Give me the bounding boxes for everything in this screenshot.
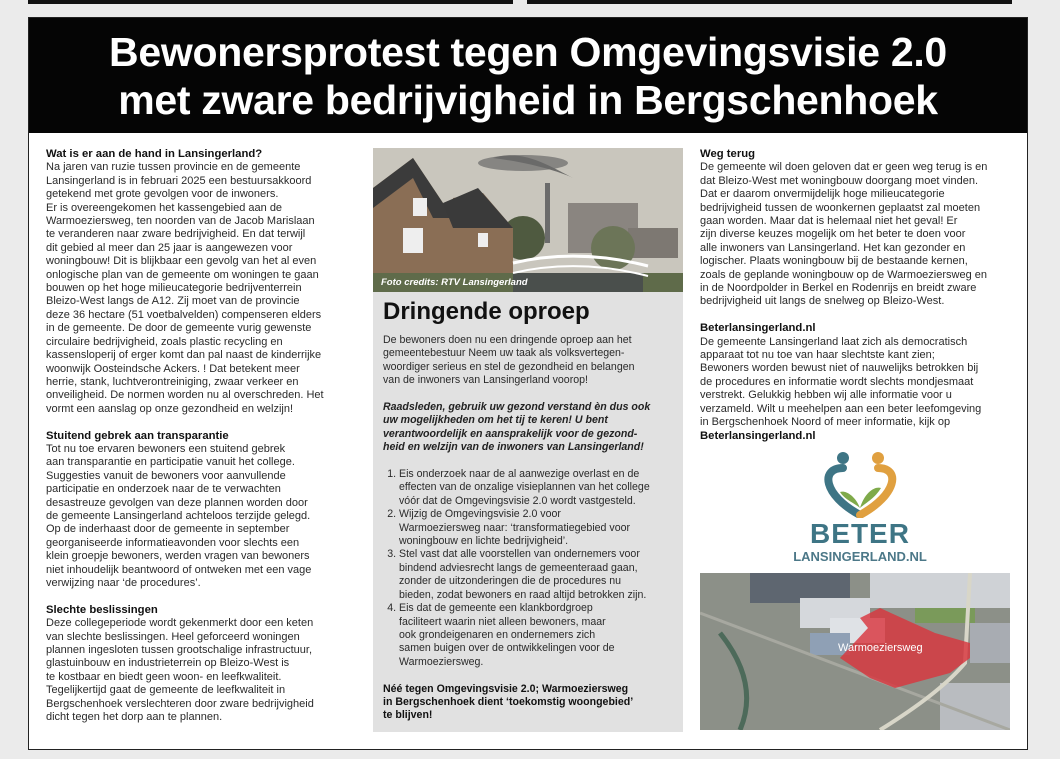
section-body: De gemeente wil doen geloven dat er geen weg terug is en dat Bleizo-West met woningbouw doorgang moet vinden. Dat er daarom onvermijdelijk hoge milieucategorie bedrijvigheid tussen de woonkernen geplaatst zal moeten gaan worden. Maar dat is helemaal niet het geval! Er zijn diverse keuzes mogelijk om het beter te doen voor alle inwoners van Lansingerland. Het kan gezonder en logischer. Plaats woningbouw bij de bestaande kernen, zoals de geplande woningbouw op de Warmoeziersweg en in de Noordpolder in Berkel en Rodenrijs en breidt zware bedrijvigheid uit langs de snelweg op Bleizo-West.: [700, 161, 988, 308]
urgent-appeal-box: [373, 148, 683, 732]
section-body: De gemeente Lansingerland laat zich als democratisch apparaat tot nu toe van haar slechtste kant zien; Bewoners worden bewust niet of nauwelijks betrokken bij de procedures en informatie wordt slechts mondjesmaat verstrekt. Gelukkig hebben wij alle informatie voor u verzameld. Wilt u meehelpen aan een beter leefomgeving in Bergschenhoek Noord of meer informatie, kijk op: [700, 335, 982, 429]
headline: [29, 18, 1027, 133]
logo-word-lansingerland: LANSINGERLAND.NL: [793, 549, 927, 564]
beter-lansingerland-logo: [785, 450, 935, 565]
section-title: Wat is er aan de hand in Lansingerland?: [46, 148, 263, 160]
headline-line-2: met zware bedrijvigheid in Bergschenhoek: [118, 77, 938, 123]
demand-item: 2. Wijzig de Omgevingsvisie 2.0 voor Warmoeziersweg naar: ‘transformatiegebied voor woningbouw en lichte bedrijvigheid’.: [399, 508, 678, 548]
photo-credit: Foto credits: RTV Lansingerland: [381, 277, 528, 288]
appeal-title: Dringende oproep: [383, 298, 590, 325]
section-body: Na jaren van ruzie tussen provincie en de gemeente Lansingerland is in februari 2025 een bestuursakkoord getekend met grote gevolgen voor de inwoners. Er is overeengekomen het kassengebied aan de Warmoeziersweg, ten noorden van de Jacob Marislaan te veranderen naar zware bedrijvigheid. En dat terwijl dit gebied al meer dan 25 jaar is aangewezen voor woningbouw! Dit is blijkbaar een gevolg van het al even onlogische plan van de gemeente om woningen te gaan bouwen op het hoge milieucategorie bedrijventerrein Bleizo-West langs de A12. Zij moet van de provincie deze 36 hectare (51 voetbalvelden) compenseren elders in de gemeente. De door de gemeente vurig gewenste circulaire bedrijvigheid, zoals plastic recycling en kassensloperij of erger komt dan pal naast de kinderrijke woonwijk Oosteindsche Ackers. ! Dat betekent meer herrie, stank, luchtverontreiniging, zwaar verkeer en onveiligheid. De normen worden nu al overschreden. Het vormt een aanslag op onze gezondheid en welzijn!: [46, 161, 324, 415]
left-column: [46, 148, 361, 738]
section-title: Beterlansingerland.nl: [700, 322, 816, 335]
demands-list: [383, 468, 678, 669]
demand-item: 4. Eis dat de gemeente een klankbordgroep faciliteert waarin niet alleen bewoners, maar ook grondeigenaren en ondernemers zich samen buigen over de ontwikkelingen voor de Warmoeziersweg.: [399, 602, 678, 669]
top-rule-right: [527, 0, 1012, 4]
top-rule-left: [28, 0, 513, 4]
section-title: Weg terug: [700, 148, 756, 160]
section-body: Tot nu toe ervaren bewoners een stuitend gebrek aan transparantie en participatie vanuit het college. Suggesties vanuit de bewoners voor aanvullende participatie en onderzoek naar de te verwachten desastreuze gevolgen van deze plannen worden door de gemeente Lansingerland achteloos terzijde gelegd. Op de inderhaast door de gemeente in september georganiseerde informatieavonden voor slechts een klein groepje bewoners, werden vragen van bewoners niet inhoudelijk beantwoord of ontweken met een vage verwijzing naar ‘de procedures’.: [46, 442, 312, 589]
right-column: [700, 148, 1015, 443]
map-label: Warmoeziersweg: [838, 642, 923, 654]
appeal-council: Raadsleden, gebruik uw gezond verstand èn dus ook uw mogelijkheden om het tij te keren! U bent verantwoordelijk en aansprakelijk voor de gezond- heid en welzijn van de inwoners van Lansingerland!: [383, 401, 651, 454]
demand-item: 3. Stel vast dat alle voorstellen van ondernemers voor bindend adviesrecht langs de gemeenteraad gaan, zonder de uitzonderingen die de procedures nu bieden, zodat bewoners en raad altijd betrokken zijn.: [399, 548, 678, 602]
section-title: Stuitend gebrek aan transparantie: [46, 429, 229, 442]
heart-people-icon: [785, 450, 935, 518]
logo-word-beter: BETER: [810, 518, 910, 549]
website-link[interactable]: Beterlansingerland.nl: [700, 429, 816, 442]
appeal-text: [383, 334, 678, 736]
demand-item: 1. Eis onderzoek naar de al aanwezige overlast en de effecten van de onzalige visieplannen van het college vóór dat de Omgevingsvisie 2.0 wordt vastgesteld.: [399, 468, 678, 508]
appeal-intro: De bewoners doen nu een dringende oproep aan het gemeentebestuur Neem uw taak als volksvertegen- woordiger serieus en stel de gezondheid en belangen van de inwoners van Lansingerland voorop!: [383, 334, 635, 387]
photo-houses-factory: [373, 148, 683, 292]
headline-line-1: Bewonersprotest tegen Omgevingsvisie 2.0: [109, 29, 947, 75]
section-body: Deze collegeperiode wordt gekenmerkt door een keten van slechte beslissingen. Heel geforceerd woningen plannen ingesloten tussen grootschalige infrastructuur, glastuinbouw en industrieterrein op Bleizo-West is te kostbaar en biedt geen woon- en leefkwaliteit. Tegelijkertijd gaat de gemeente de leefkwaliteit in Bergschenhoek verslechteren door zware bedrijvigheid dicht tegen het dorp aan te plannen.: [46, 617, 314, 724]
section-title: Slechte beslissingen: [46, 603, 158, 616]
closing-statement: Néé tegen Omgevingsvisie 2.0; Warmoeziersweg in Bergschenhoek dient ‘toekomstig woongebied’ te blijven!: [383, 682, 634, 722]
